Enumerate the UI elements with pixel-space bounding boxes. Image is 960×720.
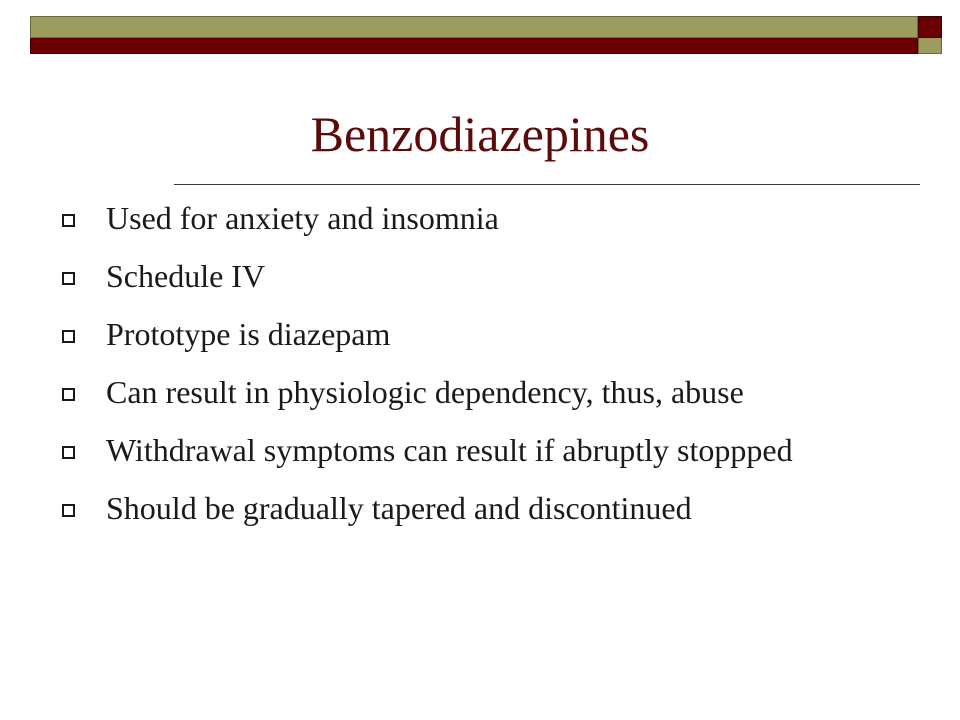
- slide-title: Benzodiazepines: [310, 106, 650, 162]
- bullet-text: Withdrawal symptoms can result if abruptly stoppped: [106, 432, 793, 468]
- bullet-item: [58, 490, 918, 527]
- header-bar-red: [30, 38, 918, 54]
- bullet-text: Schedule IV: [106, 258, 266, 294]
- header-corner-red: [918, 16, 942, 38]
- bullet-text: Should be gradually tapered and discontinued: [106, 490, 692, 526]
- bullet-item: [58, 316, 918, 353]
- bullet-item: [58, 432, 918, 469]
- hollow-square-icon: [62, 330, 75, 343]
- bullet-item: [58, 258, 918, 295]
- hollow-square-icon: [62, 504, 75, 517]
- bullet-text: Used for anxiety and insomnia: [106, 200, 499, 236]
- hollow-square-icon: [62, 446, 75, 459]
- hollow-square-icon: [62, 214, 75, 227]
- bullet-text: Can result in physiologic dependency, thus, abuse: [106, 374, 744, 410]
- hollow-square-icon: [62, 388, 75, 401]
- bullet-list: [58, 200, 918, 548]
- bullet-text: Prototype is diazepam: [106, 316, 391, 352]
- hollow-square-icon: [62, 272, 75, 285]
- bullet-item: [58, 374, 918, 411]
- header-bar-olive: [30, 16, 918, 38]
- title-divider: [174, 184, 920, 185]
- header-corner-olive: [918, 38, 942, 54]
- bullet-item: [58, 200, 918, 237]
